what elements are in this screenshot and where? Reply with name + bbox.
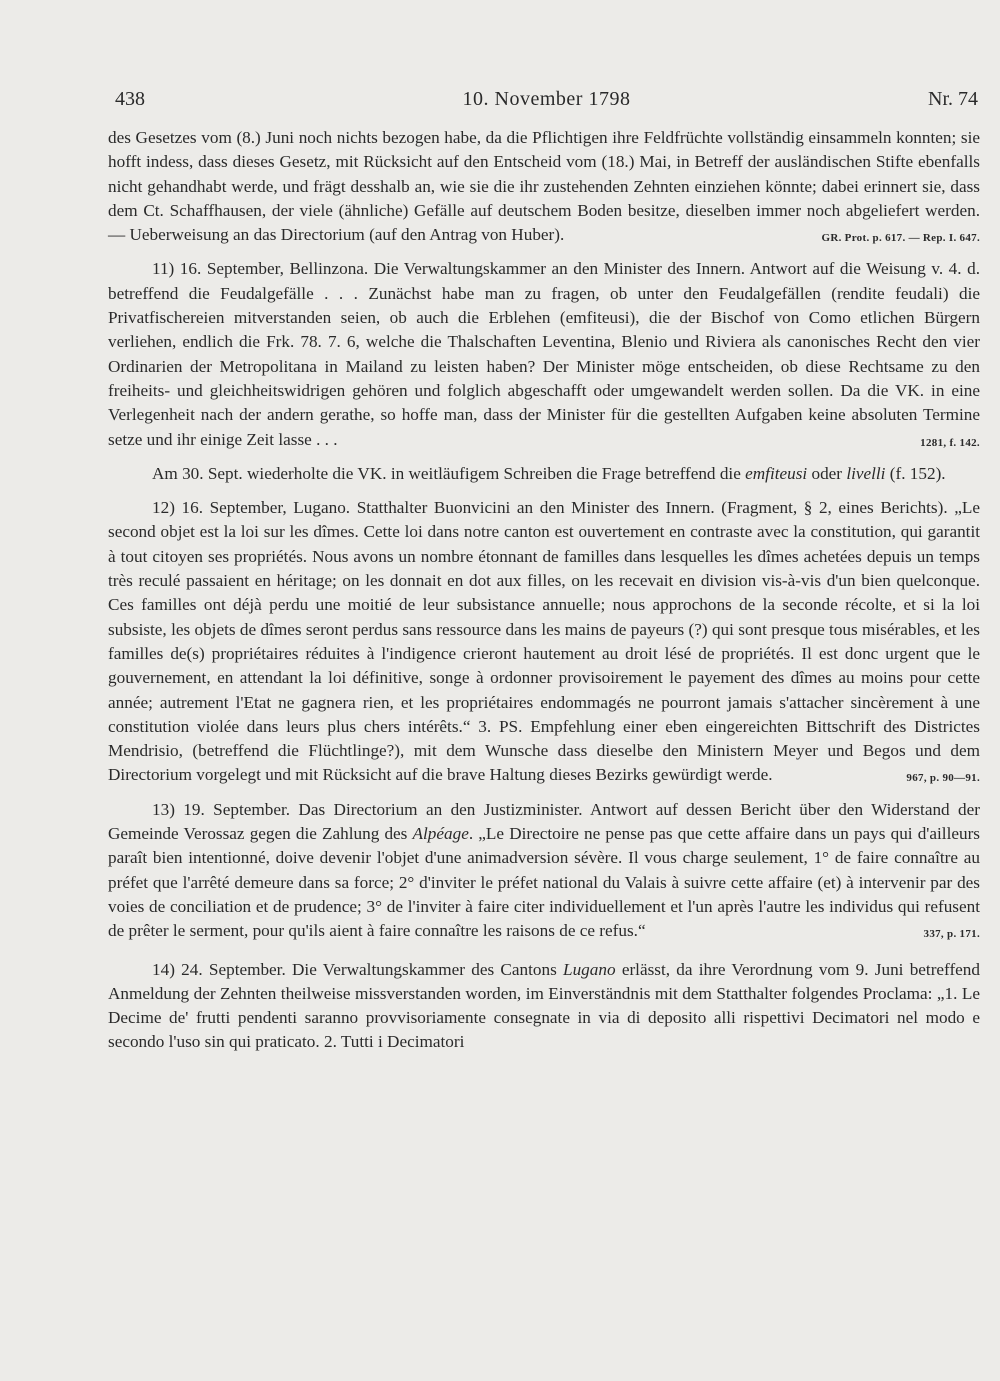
paragraph-text: 11) 16. September, Bellinzona. Die Verwaltungskammer an den Minister des Innern. Antwort auf die Weisung v. 4. d. betreffend die Feudalgefälle . . . Zunächst habe man zu fragen, ob unter den Feudalgefällen (rendite feudali) die Privatfischereien mitverstanden seien, ob auch die Erblehen (emfiteusi), die der Bischof von Como etlichen Bürgern verliehen, endlich die Frk. 78. 7. 6, welche die Thalschaften Leventina, Blenio und Riviera als canonisches Recht den vier Ordinarien der Metropolitana in Mailand zu leisten haben? Der Minister möge entscheiden, ob diese Rechtsame zu den freiheits- und gleichheitswidrigen gehören und folglich abgeschafft oder umgewandelt werden sollen. Da die VK. in eine Verlegenheit nach der andern gerathe, so hoffe man, dass der Minister für die gestellten Aufgaben keine absoluten Termine setze und ihr einige Zeit lasse . . . — [108, 259, 980, 449]
italic-term: Lugano — [563, 959, 616, 979]
entry-14 — [108, 958, 980, 1055]
page-header — [115, 88, 978, 118]
entry-11-note — [108, 462, 980, 486]
source-reference: 967, p. 90—91. — [906, 772, 980, 785]
paragraph-text: 12) 16. September, Lugano. Statthalter Buonvicini an den Minister des Innern. (Fragment, § 2, eines Berichts). „Le second objet est la loi sur les dîmes. Cette loi dans notre canton est ouvertement en contraste avec la constitution, qui garantit à tout citoyen ses propriétés. Nous avons un nombre étonnant de familles dans lesquelles les dîmes achetées depuis un temps très reculé passaient en héritage; on les donnait en dot aux filles, on les recevait en division vis-à-vis d'un bien quelconque. Ces familles ont déjà perdu une moitié de leur subsistance annuelle; nous approchons de la seconde récolte, et si la loi subsiste, les objets de dîmes seront perdus sans ressource dans les mains de payeurs (?) qui sont presque tous misérables, et les familles de(s) propriétaires réduites à l'indigence crieront hautement au droit lésé de propriétés. Il est donc urgent que le gouvernement, en attendant la loi définitive, songe à ordonner provisoirement le payement des dîmes au moins pour cette année; autrement l'Etat ne gagnera rien, et les propriétaires endommagés ne pourront jamais s'attacher sincèrement à une constitution violée dans leurs plus chers intérêts.“ 3. PS. Empfehlung einer eben eingereichten Bittschrift des Districtes Mendrisio, (betreffend die Flüchtlinge?), mit dem Wunsche dass dieselbe den Ministern Meyer und Begos und dem Directorium vorgelegt und mit Rücksicht auf die brave Haltung dieses Bezirks gewürdigt werde. — [108, 498, 980, 785]
entry-number: Nr. 74 — [928, 88, 978, 110]
paragraph-text: 13) 19. September. Das Directorium an den Justizminister. Antwort auf dessen Bericht über den Widerstand der Gemeinde Verossaz gegen die Zahlung des — [108, 799, 980, 844]
source-reference: 337, p. 171. — [923, 928, 980, 941]
italic-term: Alpéage — [412, 824, 469, 844]
paragraph-text: Am 30. Sept. wiederholte die VK. in weitläufigem Schreiben die Frage betreffend die — [152, 463, 746, 483]
entry-11 — [108, 257, 980, 451]
paragraph-text: (f. 152). — [885, 463, 946, 483]
paragraph-text: erlässt, da ihre Verordnung vom 9. Juni betreffend Anmeldung der Zehnten theilweise missverstanden worden, im Einverständnis mit dem Statthalter folgendes Proclama: „1. Le Decime de' frutti pendenti saranno provvisoriamente consegnate in via di deposito alli rispettivi Decimatori nel modo e secondo l'uso sin qui praticato. 2. Tutti i Decimatori — [108, 959, 980, 1052]
page-body — [108, 126, 980, 1055]
source-reference: GR. Prot. p. 617. — Rep. I. 647. — [821, 232, 980, 245]
entry-12 — [108, 496, 980, 788]
paragraph-text: . „Le Directoire ne pense pas que cette affaire dans un pays qui d'ailleurs paraît bien intentionné, doive devenir l'objet d'une animadversion sévère. Il vous charge seulement, 1° de faire connaître au préfet que l'arrêté demeure dans sa force; 2° d'inviter le préfet national du Valais à suivre cette affaire (et) à intervenir par des voies de conciliation et de prudence; 3° de l'inviter à faire citer individuellement et l'un après l'autre les individus qui refusent de prêter le serment, pour qu'ils aient à faire connaître les raisons de ce refus.“ — [108, 824, 980, 941]
paragraph-text: 14) 24. September. Die Verwaltungskammer des Cantons — [152, 959, 564, 979]
entry-13 — [108, 798, 980, 944]
paragraph-continued — [108, 126, 980, 247]
running-head-date: 10. November 1798 — [462, 88, 631, 110]
source-reference: 1281, f. 142. — [920, 436, 980, 449]
italic-term: livelli — [846, 463, 886, 483]
italic-term: emfiteusi — [745, 463, 808, 483]
paragraph-text: oder — [807, 463, 847, 483]
paragraph-text: des Gesetzes vom (8.) Juni noch nichts bezogen habe, da die Pflichtigen ihre Feldfrüchte vollständig einsammeln konnten; sie hofft indess, dass dieses Gesetz, mit Rücksicht auf den Entscheid vom (18.) Mai, in Betreff der ausländischen Stifte ebenfalls nicht gehandhabt werde, und frägt desshalb an, wie sie die ihr zustehenden Zehnten einziehen könnte; dabei erinnert sie, dass dem Ct. Schaffhausen, der viele (ähnliche) Gefälle auf deutschem Boden besitze, dieselben immer noch abgeliefert werden. — Ueberweisung an das Directorium (auf den Antrag von Huber). — [108, 128, 980, 245]
page-number: 438 — [115, 88, 145, 110]
